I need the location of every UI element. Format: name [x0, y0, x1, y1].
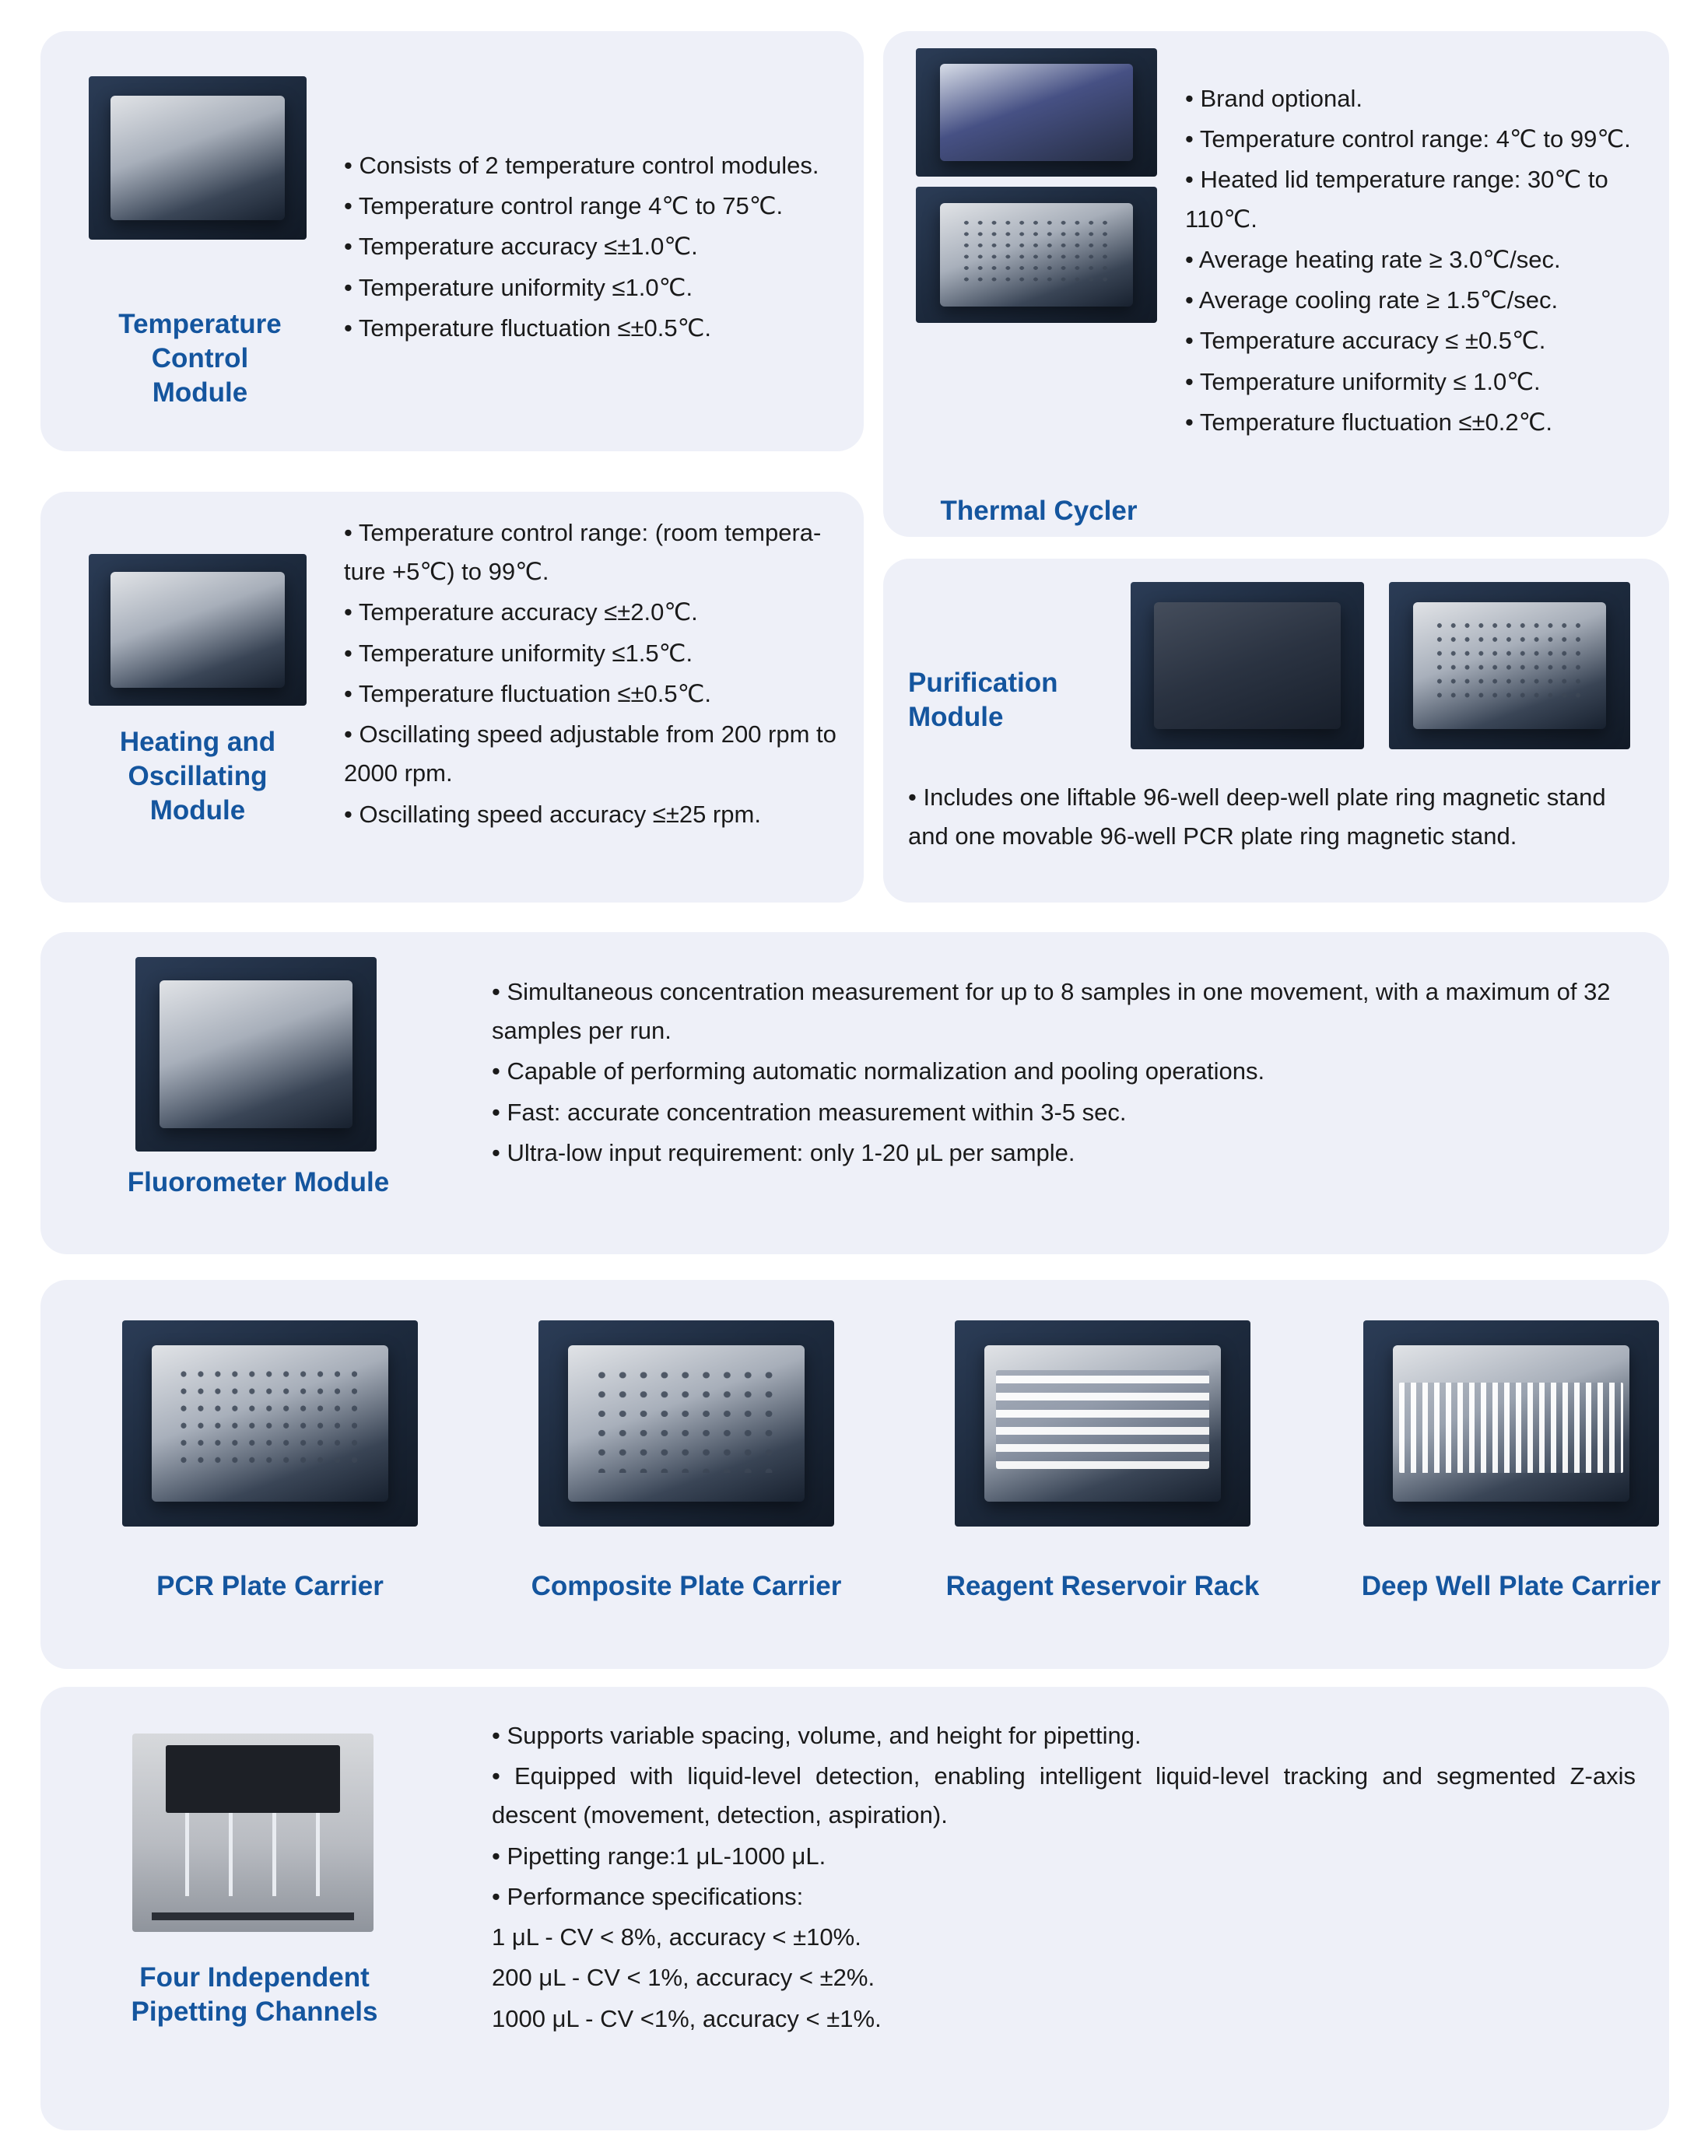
purification-module-photo-stand: [1131, 582, 1364, 749]
bullet-item: • Performance specifications:: [492, 1882, 804, 1910]
bullet-item: • Temperature uniformity ≤ 1.0℃.: [1185, 367, 1541, 395]
carrier-label-reagent-reservoir-rack: Reagent Reservoir Rack: [945, 1571, 1260, 1601]
heating-oscillating-module-bullets: [344, 514, 858, 836]
carrier-label-pcr-plate-carrier: PCR Plate Carrier: [156, 1571, 384, 1601]
pipetting-channels-bullets: [492, 1716, 1636, 2040]
bullet-item: • Temperature control range: (room tempera-ture +5℃) to 99℃.: [344, 519, 822, 586]
bullet-item: 1 μL - CV < 8%, accuracy < ±10%.: [492, 1923, 861, 1951]
bullet-item: 1000 μL - CV <1%, accuracy < ±1%.: [492, 2004, 882, 2032]
fluorometer-module-photo: [135, 957, 377, 1152]
purification-module-title: [908, 666, 1126, 734]
title-line: Purification: [908, 668, 1058, 698]
bullet-item: • Oscillating speed adjustable from 200 rpm to 2000 rpm.: [344, 720, 836, 787]
bullet-item: • Pipetting range:1 μL-1000 μL.: [492, 1842, 826, 1870]
card-fluorometer-module: [40, 932, 1669, 1254]
bullet-item: • Supports variable spacing, volume, and height for pipetting.: [492, 1722, 1142, 1749]
card-carriers: [40, 1280, 1669, 1669]
card-thermal-cycler: [883, 31, 1669, 537]
title-line: Temperature: [118, 309, 282, 339]
bullet-item: • Temperature fluctuation ≤±0.2℃.: [1185, 408, 1553, 436]
composite-plate-carrier-photo: [538, 1320, 834, 1527]
heating-oscillating-module-photo: [89, 554, 307, 706]
temperature-control-module-title: [72, 307, 328, 409]
bullet-item: 200 μL - CV < 1%, accuracy < ±2%.: [492, 1964, 875, 1992]
pcr-plate-carrier-photo: [122, 1320, 418, 1527]
bullet-item: • Temperature accuracy ≤±1.0℃.: [344, 233, 698, 261]
title-line: Four Independent: [139, 1962, 370, 1993]
title-line: Control: [151, 342, 249, 373]
bullet-item: • Simultaneous concentration measurement for up to 8 samples in one movement, with a maximum of 32 samples per run.: [492, 978, 1611, 1045]
bullet-item: • Temperature control range: 4℃ to 99℃.: [1185, 125, 1631, 153]
bullet-item: • Equipped with liquid-level detection, enabling intelligent liquid-level tracking and segmented Z-axis descent (movement, detection, aspiration).: [492, 1762, 1636, 1829]
card-temperature-control-module: [40, 31, 864, 451]
bullet-item: • Temperature uniformity ≤1.5℃.: [344, 639, 693, 667]
thermal-cycler-photo-top: [916, 48, 1157, 177]
card-pipetting-channels: [40, 1687, 1669, 2130]
thermal-cycler-photo-bottom: [916, 187, 1157, 323]
purification-module-photo-plate: [1389, 582, 1630, 749]
thermal-cycler-bullets: [1185, 79, 1652, 443]
title-line: Heating and: [119, 727, 276, 757]
title-line: Module: [908, 701, 1004, 732]
bullet-item: • Temperature control range 4℃ to 75℃.: [344, 192, 784, 220]
title-line: Oscillating: [128, 760, 268, 791]
bullet-item: • Average heating rate ≥ 3.0℃/sec.: [1185, 245, 1561, 273]
title-line: Pipetting Channels: [131, 1996, 378, 2027]
bullet-item: • Includes one liftable 96-well deep-well plate ring magnetic stand and one movable 96-well PCR plate ring magnetic stand.: [908, 784, 1606, 850]
temperature-control-module-photo: [89, 76, 307, 240]
bullet-item: • Capable of performing automatic normalization and pooling operations.: [492, 1057, 1265, 1085]
card-purification-module: [883, 559, 1669, 903]
heating-oscillating-module-title: [65, 725, 330, 827]
thermal-cycler-title: Thermal Cycler: [940, 496, 1138, 526]
carrier-label-composite-plate-carrier: Composite Plate Carrier: [531, 1571, 842, 1601]
card-heating-oscillating-module: [40, 492, 864, 903]
bullet-item: • Brand optional.: [1185, 85, 1363, 112]
pipetting-channels-title: [83, 1961, 426, 2029]
bullet-item: • Temperature accuracy ≤ ±0.5℃.: [1185, 327, 1546, 355]
bullet-item: • Heated lid temperature range: 30℃ to 110℃.: [1185, 166, 1608, 233]
reagent-reservoir-rack-photo: [955, 1320, 1250, 1527]
bullet-item: • Ultra-low input requirement: only 1-20 μL per sample.: [492, 1138, 1075, 1166]
deep-well-plate-carrier-photo: [1363, 1320, 1659, 1527]
pipetting-channels-photo: [132, 1734, 374, 1932]
bullet-item: • Temperature fluctuation ≤±0.5℃.: [344, 314, 712, 342]
bullet-item: • Fast: accurate concentration measurement within 3-5 sec.: [492, 1098, 1127, 1126]
purification-module-bullets: [908, 778, 1647, 857]
bullet-item: • Average cooling rate ≥ 1.5℃/sec.: [1185, 286, 1559, 314]
carrier-label-deep-well-plate-carrier: Deep Well Plate Carrier: [1361, 1571, 1661, 1601]
bullet-item: • Temperature fluctuation ≤±0.5℃.: [344, 679, 712, 707]
bullet-item: • Oscillating speed accuracy ≤±25 rpm.: [344, 800, 761, 828]
fluorometer-module-bullets: [492, 973, 1620, 1174]
bullet-item: • Consists of 2 temperature control modules.: [344, 152, 819, 179]
title-line: Module: [149, 794, 246, 826]
bullet-item: • Temperature uniformity ≤1.0℃.: [344, 273, 693, 301]
temperature-control-module-bullets: [344, 146, 850, 349]
title-line: Module: [152, 377, 248, 408]
fluorometer-module-title: Fluorometer Module: [127, 1167, 390, 1197]
bullet-item: • Temperature accuracy ≤±2.0℃.: [344, 598, 698, 626]
